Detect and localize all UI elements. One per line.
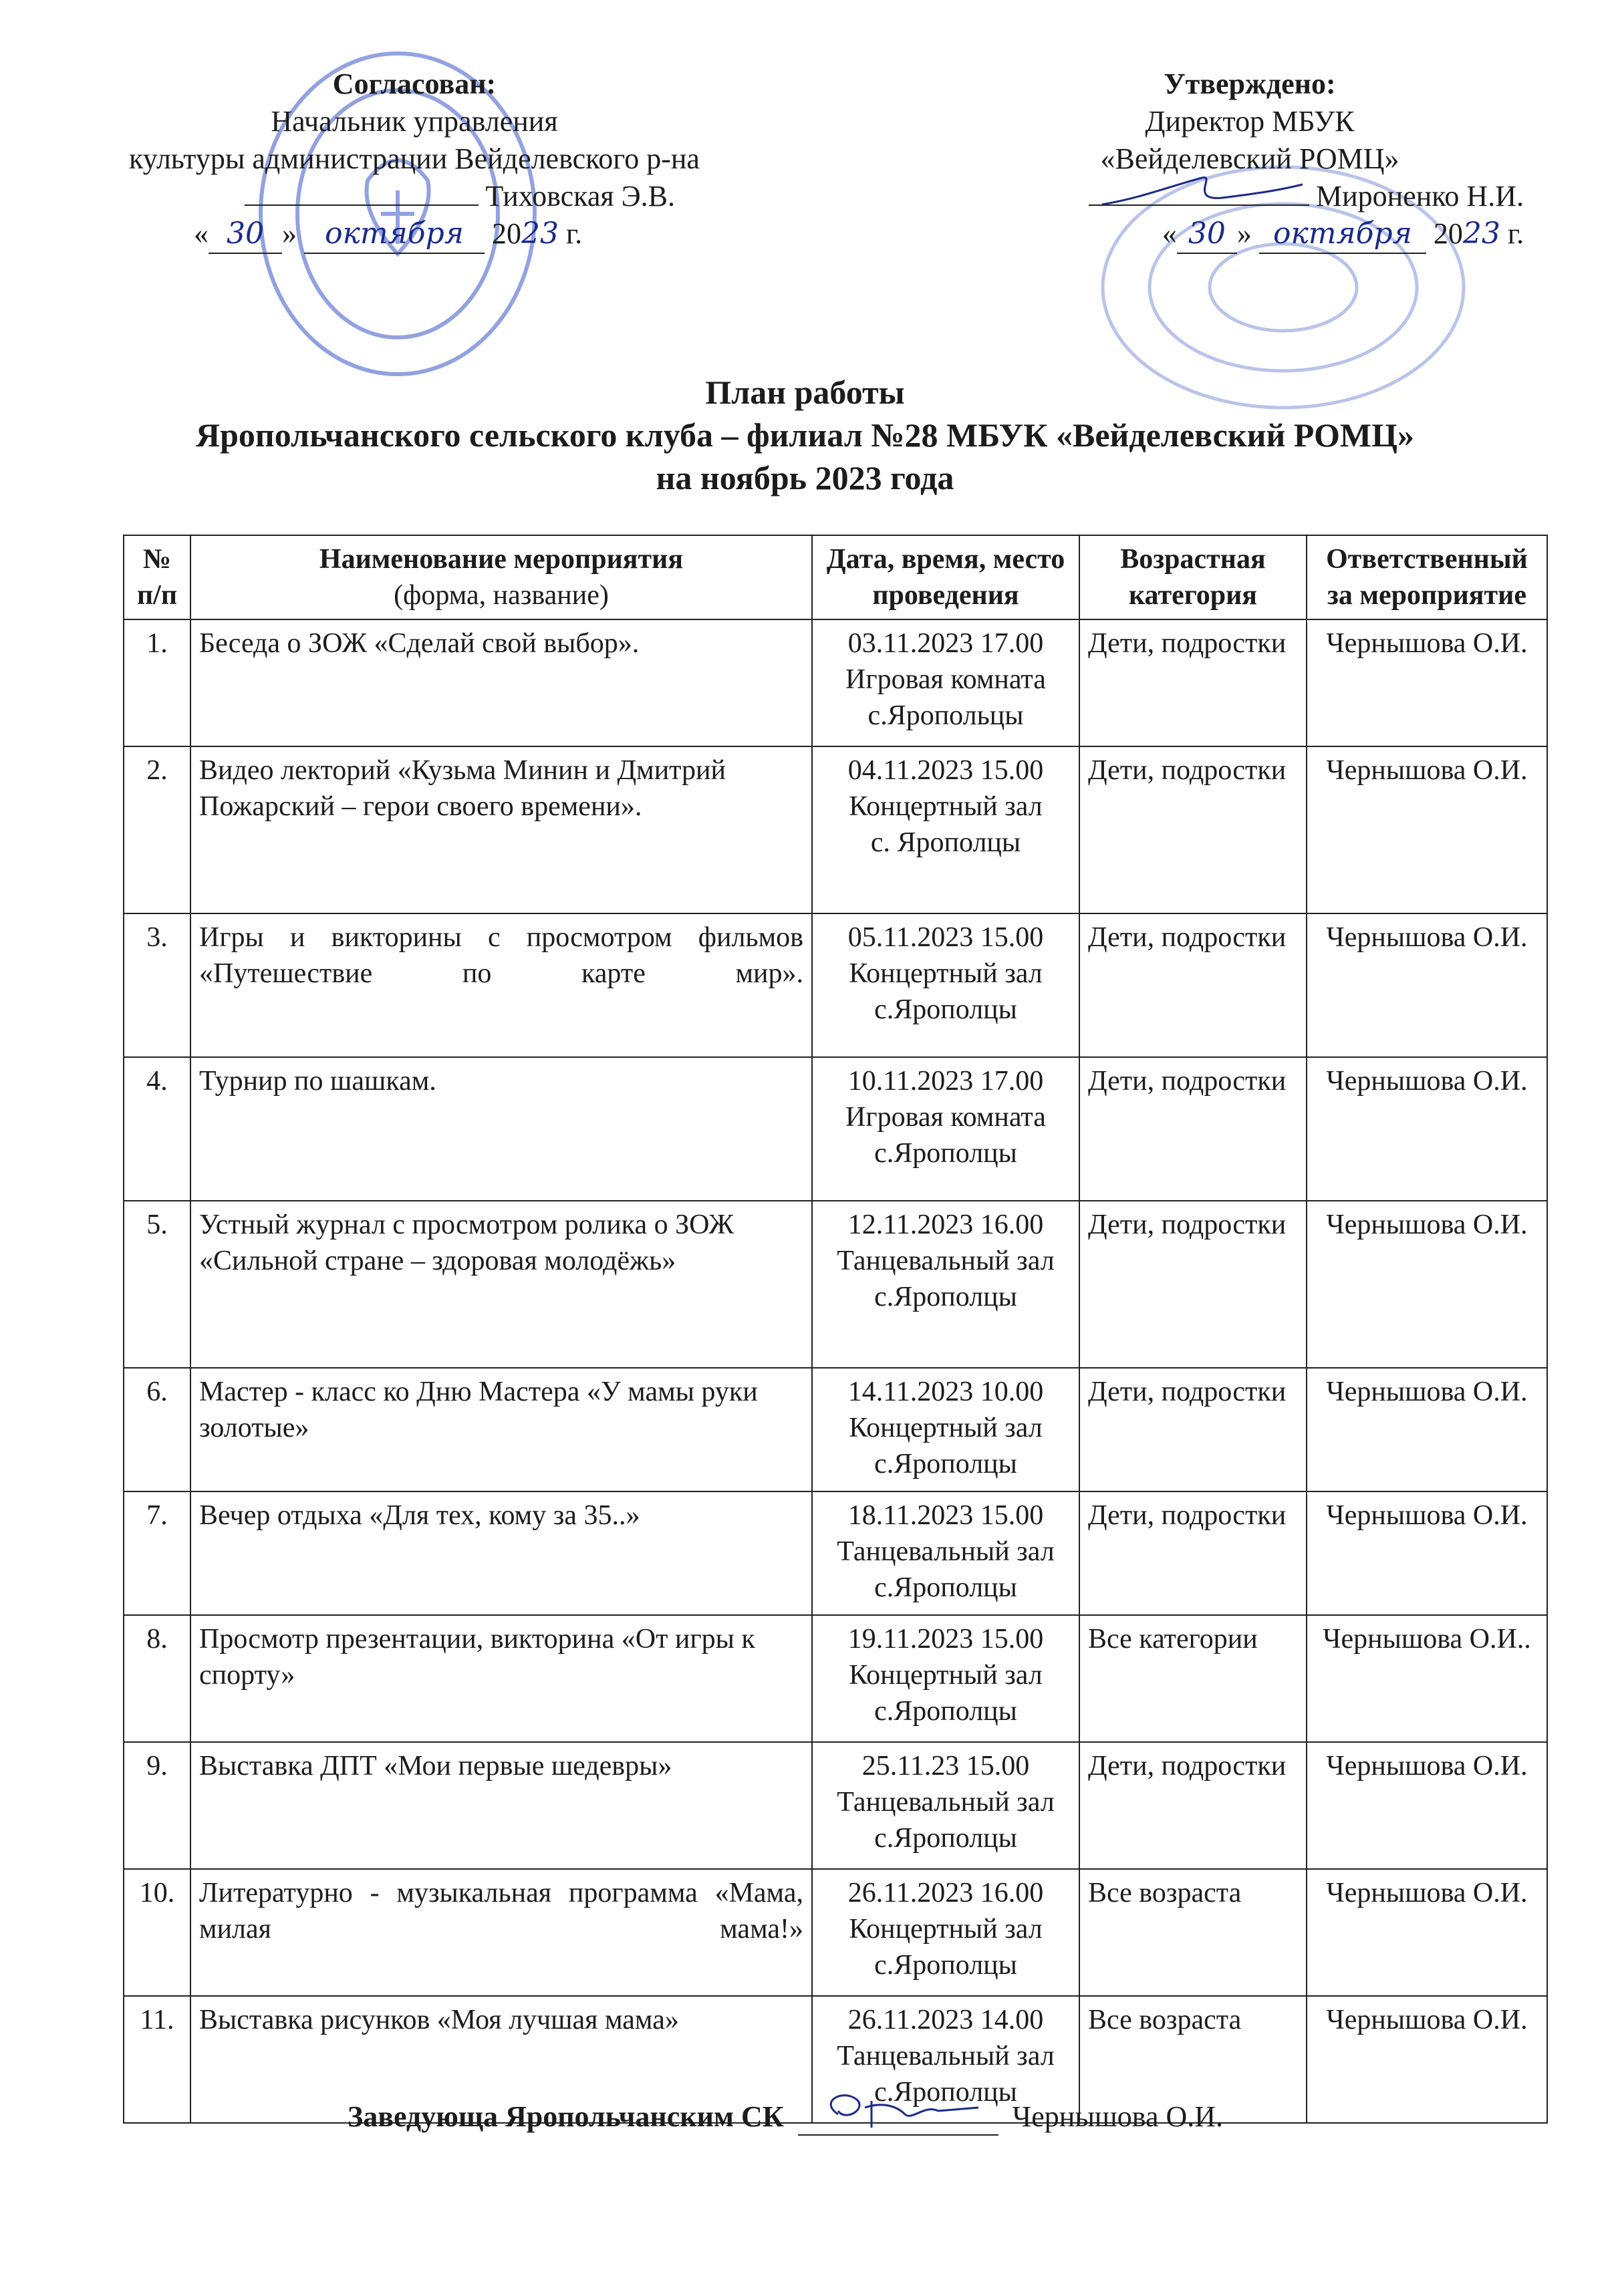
row-age: Все возраста bbox=[1079, 1869, 1307, 1996]
row-place: Концертный зал bbox=[849, 958, 1043, 989]
row-village: с.Ярополцы bbox=[874, 1823, 1017, 1854]
header-num: № п/п bbox=[124, 535, 190, 619]
row-date: 25.11.23 15.00 bbox=[861, 1751, 1030, 1781]
row-village: с.Ярополцы bbox=[874, 994, 1017, 1025]
row-place: Концертный зал bbox=[849, 791, 1043, 822]
row-resp: Чернышова О.И. bbox=[1307, 1869, 1547, 1996]
row-date-place bbox=[812, 619, 1079, 746]
table-row bbox=[124, 1615, 1547, 1742]
approval-left-date-open: « bbox=[194, 217, 209, 250]
row-age: Дети, подростки bbox=[1079, 1742, 1307, 1869]
footer-label: Заведующа Яропольчанским СК bbox=[348, 2100, 784, 2133]
footer bbox=[348, 2098, 1223, 2136]
approval-left-date-close: » bbox=[282, 217, 297, 250]
row-num: 6. bbox=[124, 1368, 190, 1491]
row-num: 3. bbox=[124, 913, 190, 1057]
approval-right-line2: «Вейделевский РОМЦ» bbox=[1100, 142, 1399, 175]
header-name-sub: (форма, название) bbox=[394, 580, 609, 611]
approval-right-date-month: октября bbox=[1259, 215, 1426, 254]
table-body bbox=[124, 619, 1547, 2123]
table-row bbox=[124, 1869, 1547, 1996]
row-num: 10. bbox=[124, 1869, 190, 1996]
row-date-place bbox=[812, 1491, 1079, 1615]
row-resp: Чернышова О.И. bbox=[1307, 1996, 1547, 2123]
row-age: Дети, подростки bbox=[1079, 913, 1307, 1057]
row-date: 10.11.2023 17.00 bbox=[847, 1066, 1044, 1097]
table-header-row bbox=[124, 535, 1547, 619]
row-place: Танцевальный зал bbox=[837, 1787, 1055, 1818]
row-resp: Чернышова О.И. bbox=[1307, 619, 1547, 746]
row-age: Дети, подростки bbox=[1079, 1201, 1307, 1368]
table-row bbox=[124, 1201, 1547, 1368]
row-resp: Чернышова О.И. bbox=[1307, 746, 1547, 913]
row-place: Концертный зал bbox=[849, 1660, 1043, 1691]
approval-left-date-year-end: г. bbox=[566, 217, 583, 250]
row-date-place bbox=[812, 913, 1079, 1057]
row-name: Турнир по шашкам. bbox=[190, 1057, 812, 1201]
approval-left-date-month: октября bbox=[304, 215, 485, 254]
row-place: Игровая комната bbox=[845, 664, 1046, 695]
row-resp: Чернышова О.И. bbox=[1307, 1368, 1547, 1491]
approval-right-date-day: 30 bbox=[1177, 215, 1237, 254]
approval-right-date-year-prefix: 20 bbox=[1433, 217, 1463, 250]
row-num: 8. bbox=[124, 1615, 190, 1742]
table-row bbox=[124, 1057, 1547, 1201]
row-place: Танцевальный зал bbox=[837, 2041, 1055, 2071]
row-num: 5. bbox=[124, 1201, 190, 1368]
approval-right-line1: Директор МБУК bbox=[1145, 105, 1355, 138]
row-name: Беседа о ЗОЖ «Сделай свой выбор». bbox=[190, 619, 812, 746]
approval-left-heading: Согласован: bbox=[332, 67, 497, 100]
footer-signer: Чернышова О.И. bbox=[1012, 2100, 1224, 2133]
plan-table bbox=[123, 535, 1548, 2124]
row-resp: Чернышова О.И. bbox=[1307, 1201, 1547, 1368]
document-title bbox=[0, 371, 1610, 499]
header-date: Дата, время, место проведения bbox=[812, 535, 1079, 619]
director-signature bbox=[1089, 171, 1309, 211]
row-date: 14.11.2023 10.00 bbox=[847, 1377, 1044, 1407]
approval-left-date-year-prefix: 20 bbox=[492, 217, 521, 250]
row-date: 03.11.2023 17.00 bbox=[847, 628, 1044, 659]
row-village: с.Яропольцы bbox=[867, 700, 1024, 731]
table-row bbox=[124, 913, 1547, 1057]
row-name: Выставка рисунков «Моя лучшая мама» bbox=[190, 1996, 812, 2123]
row-date: 26.11.2023 14.00 bbox=[847, 2005, 1044, 2035]
row-date-place bbox=[812, 1368, 1079, 1491]
table-row bbox=[124, 746, 1547, 913]
row-place: Игровая комната bbox=[845, 1102, 1046, 1133]
row-date: 12.11.2023 16.00 bbox=[847, 1209, 1044, 1240]
row-date: 19.11.2023 15.00 bbox=[847, 1624, 1044, 1655]
row-place: Танцевальный зал bbox=[837, 1536, 1055, 1567]
row-place: Концертный зал bbox=[849, 1413, 1043, 1443]
row-village: с.Ярополцы bbox=[874, 1449, 1017, 1479]
approval-left-signer: Тиховская Э.В. bbox=[485, 180, 675, 212]
row-name: Видео лекторий «Кузьма Минин и Дмитрий Пожарский – герои своего времени». bbox=[190, 746, 812, 913]
row-name: Вечер отдыха «Для тех, кому за 35..» bbox=[190, 1491, 812, 1615]
row-place: Концертный зал bbox=[849, 1914, 1043, 1945]
row-age: Все возраста bbox=[1079, 1996, 1307, 2123]
row-age: Дети, подростки bbox=[1079, 1491, 1307, 1615]
row-village: с.Ярополцы bbox=[874, 2077, 1017, 2108]
row-num: 9. bbox=[124, 1742, 190, 1869]
approval-right-date-close: » bbox=[1236, 217, 1252, 250]
approval-right-heading: Утверждено: bbox=[1164, 67, 1336, 100]
row-village: с.Ярополцы bbox=[874, 1950, 1017, 1981]
row-name: Мастер - класс ко Дню Мастера «У мамы руки золотые» bbox=[190, 1368, 812, 1491]
title-line3: на ноябрь 2023 года bbox=[656, 459, 954, 496]
approval-right-date-open: « bbox=[1162, 217, 1177, 250]
header-resp: Ответственный за мероприятие bbox=[1307, 535, 1547, 619]
row-age: Дети, подростки bbox=[1079, 619, 1307, 746]
header-name bbox=[190, 535, 812, 619]
row-date: 26.11.2023 16.00 bbox=[847, 1878, 1044, 1908]
row-num: 1. bbox=[124, 619, 190, 746]
row-date: 05.11.2023 15.00 bbox=[847, 922, 1044, 953]
row-village: с.Ярополцы bbox=[874, 1138, 1017, 1169]
approval-right bbox=[956, 65, 1544, 254]
row-age: Дети, подростки bbox=[1079, 1368, 1307, 1491]
row-age: Все категории bbox=[1079, 1615, 1307, 1742]
title-line1: План работы bbox=[705, 374, 905, 411]
approval-left bbox=[53, 65, 775, 254]
row-village: с.Ярополцы bbox=[874, 1572, 1017, 1603]
row-name: Литературно - музыкальная программа «Мама, милая мама!» bbox=[190, 1869, 812, 1996]
approval-right-date-year-end: г. bbox=[1507, 217, 1524, 250]
row-date: 04.11.2023 15.00 bbox=[847, 755, 1044, 786]
row-age: Дети, подростки bbox=[1079, 746, 1307, 913]
row-date-place bbox=[812, 1869, 1079, 1996]
row-name: Устный журнал с просмотром ролика о ЗОЖ «Сильной стране – здоровая молодёжь» bbox=[190, 1201, 812, 1368]
table-row bbox=[124, 619, 1547, 746]
row-village: с. Ярополцы bbox=[870, 827, 1021, 858]
table-row bbox=[124, 1742, 1547, 1869]
row-resp: Чернышова О.И. bbox=[1307, 1491, 1547, 1615]
row-num: 11. bbox=[124, 1996, 190, 2123]
row-date: 18.11.2023 15.00 bbox=[847, 1500, 1044, 1531]
row-date-place bbox=[812, 1057, 1079, 1201]
table-row bbox=[124, 1491, 1547, 1615]
row-age: Дети, подростки bbox=[1079, 1057, 1307, 1201]
row-name: Выставка ДПТ «Мои первые шедевры» bbox=[190, 1742, 812, 1869]
row-resp: Чернышова О.И. bbox=[1307, 1057, 1547, 1201]
row-num: 7. bbox=[124, 1491, 190, 1615]
row-date-place bbox=[812, 746, 1079, 913]
row-resp: Чернышова О.И.. bbox=[1307, 1615, 1547, 1742]
row-num: 4. bbox=[124, 1057, 190, 1201]
approval-left-date-year-suffix: 23 bbox=[521, 217, 559, 251]
table-row bbox=[124, 1368, 1547, 1491]
row-resp: Чернышова О.И. bbox=[1307, 1742, 1547, 1869]
row-village: с.Ярополцы bbox=[874, 1282, 1017, 1312]
row-name: Просмотр презентации, викторина «От игры к спорту» bbox=[190, 1615, 812, 1742]
row-village: с.Ярополцы bbox=[874, 1696, 1017, 1727]
row-name: Игры и викторины с просмотром фильмов «Путешествие по карте мир». bbox=[190, 913, 812, 1057]
approval-right-signer: Мироненко Н.И. bbox=[1316, 180, 1524, 212]
row-place: Танцевальный зал bbox=[837, 1246, 1055, 1276]
manager-signature bbox=[798, 2088, 998, 2134]
header-age: Возрастная категория bbox=[1079, 535, 1307, 619]
row-resp: Чернышова О.И. bbox=[1307, 913, 1547, 1057]
row-date-place bbox=[812, 1201, 1079, 1368]
header-name-bold: Наименование мероприятия bbox=[319, 544, 684, 575]
row-date-place bbox=[812, 1615, 1079, 1742]
approval-right-date-year-suffix: 23 bbox=[1462, 217, 1500, 251]
approval-left-line1: Начальник управления bbox=[271, 105, 558, 138]
approval-left-date-day: 30 bbox=[209, 215, 282, 254]
row-num: 2. bbox=[124, 746, 190, 913]
title-line2: Яропольчанского сельского клуба – филиал №28 МБУК «Вейделевский РОМЦ» bbox=[195, 416, 1415, 454]
approval-left-line2: культуры администрации Вейделевского р-на bbox=[129, 142, 700, 175]
row-date-place bbox=[812, 1742, 1079, 1869]
